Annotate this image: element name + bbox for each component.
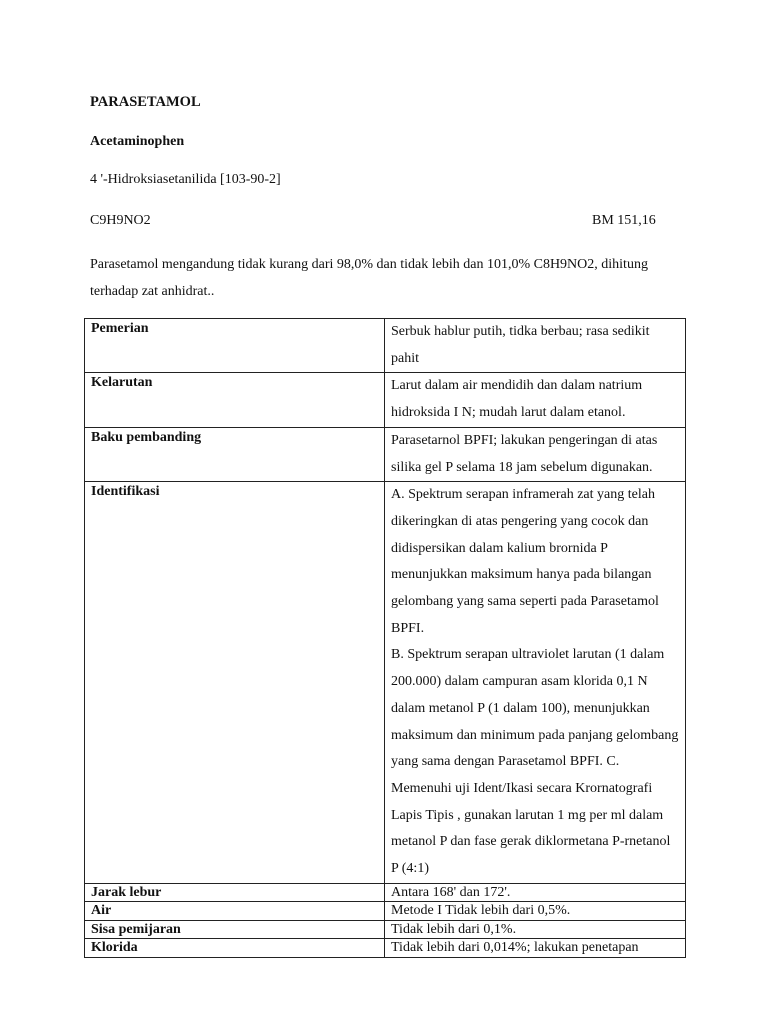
row-value: Antara 168' dan 172'.: [385, 883, 686, 902]
specification-table: [84, 318, 686, 958]
row-value: Parasetarnol BPFI; lakukan pengeringan di atas silika gel P selama 18 jam sebelum digunakan.: [385, 427, 686, 481]
row-value: Tidak lebih dari 0,1%.: [385, 920, 686, 939]
chemical-name: 4 '-Hidroksiasetanilida [103-90-2]: [90, 172, 281, 187]
row-label: Pemerian: [85, 319, 385, 373]
row-label: Air: [85, 902, 385, 921]
row-value: Serbuk hablur putih, tidka berbau; rasa sedikit pahit: [385, 319, 686, 373]
table-row: [85, 373, 686, 427]
table-row: [85, 902, 686, 921]
row-value: Larut dalam air mendidih dan dalam natrium hidroksida I N; mudah larut dalam etanol.: [385, 373, 686, 427]
document-title: PARASETAMOL: [90, 94, 201, 110]
row-label: Baku pembanding: [85, 427, 385, 481]
identification-part-b: B. Spektrum serapan ultraviolet larutan (1 dalam 200.000) dalam campuran asam klorida 0,1 N dalam metanol P (1 dalam 100), menunjukkan maksimum dan minimum pada panjang gelombang yang sama dengan Parasetamol BPFI. C. Memenuhi uji Ident/Ikasi secara Krornatografi Lapis Tipis , gunakan larutan 1 mg per ml dalam metanol P dan fase gerak diklormetana P-rnetanol P (4:1): [391, 647, 679, 877]
document-subtitle: Acetaminophen: [90, 134, 185, 149]
row-value: [385, 482, 686, 884]
row-value: Metode I Tidak lebih dari 0,5%.: [385, 902, 686, 921]
row-label: Jarak lebur: [85, 883, 385, 902]
row-label: Klorida: [85, 939, 385, 958]
table-row: [85, 427, 686, 481]
intro-paragraph: Parasetamol mengandung tidak kurang dari 98,0% dan tidak lebih dan 101,0% C8H9NO2, dihitung terhadap zat anhidrat..: [90, 257, 648, 299]
identification-part-a: A. Spektrum serapan inframerah zat yang telah dikeringkan di atas pengering yang cocok dan didispersikan dalam kalium brornida P menunjukkan maksimum hanya pada bilangan gelombang yang sama seperti pada Parasetamol BPFI.: [391, 487, 659, 636]
table-row: [85, 939, 686, 958]
molecular-formula: C9H9NO2: [90, 213, 151, 228]
table-row: [85, 920, 686, 939]
table-row: [85, 482, 686, 884]
row-label: Sisa pemijaran: [85, 920, 385, 939]
molecular-weight: BM 151,16: [592, 213, 656, 228]
table-row: [85, 319, 686, 373]
row-value: Tidak lebih dari 0,014%; lakukan penetapan: [385, 939, 686, 958]
row-label: Kelarutan: [85, 373, 385, 427]
table-row: [85, 883, 686, 902]
row-label: Identifikasi: [85, 482, 385, 884]
